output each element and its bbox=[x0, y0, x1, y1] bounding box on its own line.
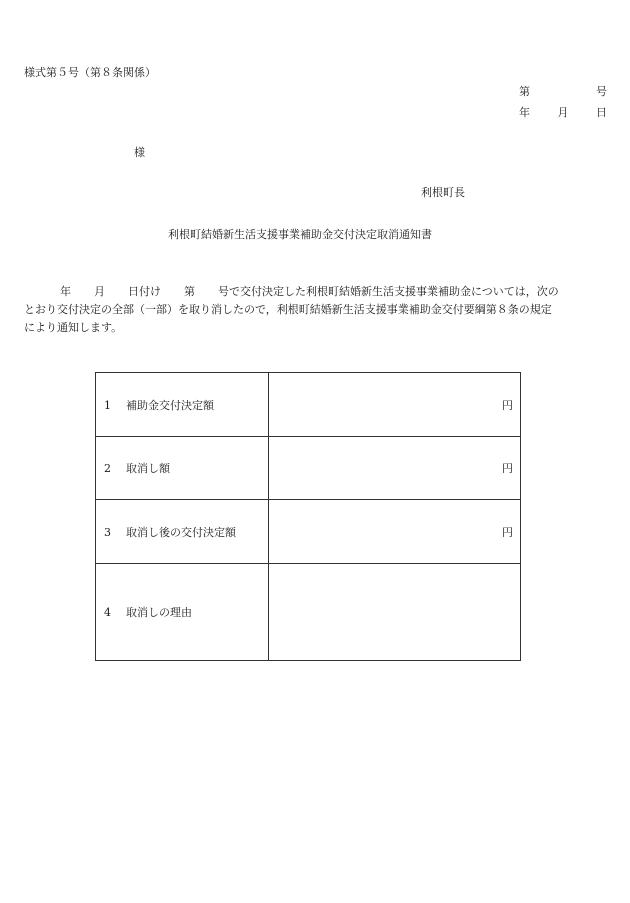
row-label-cell bbox=[96, 437, 269, 500]
body-month: 月 bbox=[94, 285, 105, 298]
row-label-cell bbox=[96, 373, 269, 437]
notice-body-line-2: とおり交付決定の全部（一部）を取り消したので，利根町結婚新生活支援事業補助金交付要綱第８条の規定 bbox=[24, 303, 552, 316]
date-year: 年 bbox=[519, 106, 530, 119]
body-date-suffix: 日付け bbox=[128, 285, 161, 298]
form-number: 様式第５号（第８条関係） bbox=[24, 66, 156, 79]
body-no-prefix: 第 bbox=[184, 285, 195, 298]
row-value-cell bbox=[269, 564, 521, 661]
table-row bbox=[96, 500, 521, 564]
row-number: 2 bbox=[104, 462, 111, 475]
row-value-cell bbox=[269, 500, 521, 564]
body-line-1-rest: 号で交付決定した利根町結婚新生活支援事業補助金については，次の bbox=[218, 285, 559, 298]
notice-body bbox=[24, 283, 608, 337]
body-year: 年 bbox=[60, 285, 71, 298]
row-value-unit: 円 bbox=[502, 462, 513, 475]
recipient-honorific: 様 bbox=[134, 146, 145, 159]
row-label-cell bbox=[96, 564, 269, 661]
row-number: 3 bbox=[104, 525, 111, 539]
date-month: 月 bbox=[557, 106, 569, 119]
row-label: 取消しの理由 bbox=[126, 606, 192, 619]
date-day: 日 bbox=[596, 106, 607, 119]
document-number bbox=[519, 85, 607, 99]
row-value-unit: 円 bbox=[502, 398, 513, 412]
row-value-cell bbox=[269, 373, 521, 437]
row-label: 取消し額 bbox=[126, 462, 170, 475]
row-number: 1 bbox=[104, 398, 111, 412]
table-row bbox=[96, 564, 521, 661]
cancellation-details-table bbox=[95, 372, 521, 661]
document-date bbox=[519, 106, 607, 120]
row-number: 4 bbox=[104, 606, 111, 619]
row-label: 補助金交付決定額 bbox=[126, 398, 214, 412]
row-value-cell bbox=[269, 437, 521, 500]
row-label-cell bbox=[96, 500, 269, 564]
notice-body-line-3: により通知します。 bbox=[24, 321, 123, 334]
sender-name: 利根町長 bbox=[421, 186, 465, 199]
table-row bbox=[96, 373, 521, 437]
table-row bbox=[96, 437, 521, 500]
document-number-prefix: 第 bbox=[519, 85, 530, 98]
document-number-suffix: 号 bbox=[596, 85, 607, 98]
notice-body-line-1 bbox=[24, 283, 608, 301]
document-title: 利根町結婚新生活支援事業補助金交付決定取消通知書 bbox=[168, 228, 432, 241]
row-label: 取消し後の交付決定額 bbox=[126, 525, 236, 539]
row-value-unit: 円 bbox=[502, 525, 513, 539]
